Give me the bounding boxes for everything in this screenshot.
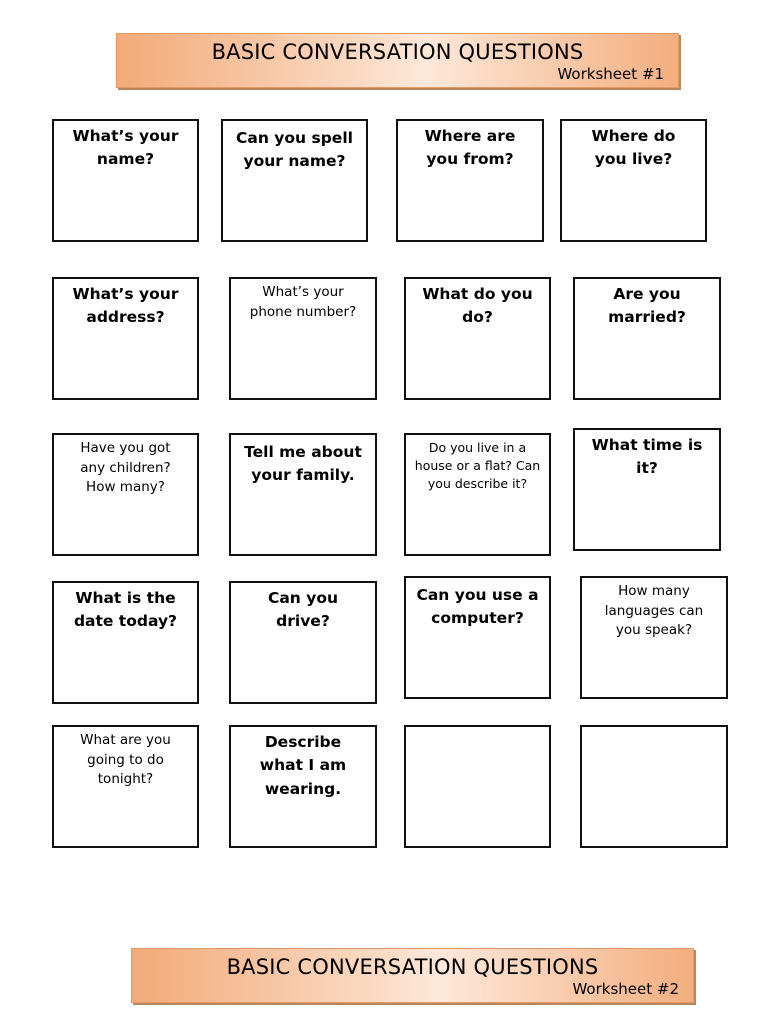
- question-text: What’s your name?: [72, 127, 179, 169]
- worksheet-1-banner: [116, 33, 679, 88]
- worksheet-1-title: BASIC CONVERSATION QUESTIONS: [211, 40, 584, 64]
- question-card: [52, 725, 199, 848]
- worksheet-2-title: BASIC CONVERSATION QUESTIONS: [226, 955, 599, 979]
- question-card: [229, 581, 377, 704]
- question-text: What do you do?: [422, 285, 533, 327]
- question-text: Have you got any children? How many?: [80, 440, 171, 496]
- worksheet-2-banner: [131, 948, 694, 1003]
- question-card: [404, 277, 551, 400]
- empty-question-card: [404, 725, 551, 848]
- question-card: [229, 725, 377, 848]
- empty-question-card: [580, 725, 728, 848]
- question-text: What’s your phone number?: [249, 284, 357, 320]
- question-text: What is the date today?: [73, 589, 178, 631]
- question-text: What are you going to do tonight?: [80, 732, 171, 788]
- question-card: [52, 277, 199, 400]
- question-card: [404, 433, 551, 556]
- question-card: [52, 433, 199, 556]
- question-text: Where do you live?: [591, 127, 676, 169]
- worksheet-2-subtitle: Worksheet #2: [572, 980, 679, 998]
- question-text: Describe what I am wearing.: [259, 733, 347, 798]
- question-card: [573, 277, 721, 400]
- question-text: Tell me about your family.: [244, 443, 362, 485]
- question-text: What’s your address?: [72, 285, 179, 327]
- question-card: [229, 433, 377, 556]
- question-card: [229, 277, 377, 400]
- question-card: [52, 581, 199, 704]
- question-card: [560, 119, 707, 242]
- question-text: Where are you from?: [424, 127, 516, 169]
- question-card: [52, 119, 199, 242]
- question-card: [404, 576, 551, 699]
- question-text: [412, 731, 543, 733]
- question-text: How many languages can you speak?: [604, 583, 704, 639]
- question-card: [573, 428, 721, 551]
- question-text: Can you spell your name?: [236, 129, 353, 171]
- question-text: Can you drive?: [267, 589, 339, 631]
- question-text: [588, 731, 720, 733]
- question-card: [396, 119, 544, 242]
- question-text: What time is it?: [591, 436, 703, 478]
- question-card: [221, 119, 368, 242]
- question-card: [580, 576, 728, 699]
- question-text: Do you live in a house or a flat? Can you describe it?: [414, 440, 541, 492]
- question-text: Are you married?: [608, 285, 686, 327]
- worksheet-1-subtitle: Worksheet #1: [557, 65, 664, 83]
- question-text: Can you use a computer?: [416, 586, 539, 628]
